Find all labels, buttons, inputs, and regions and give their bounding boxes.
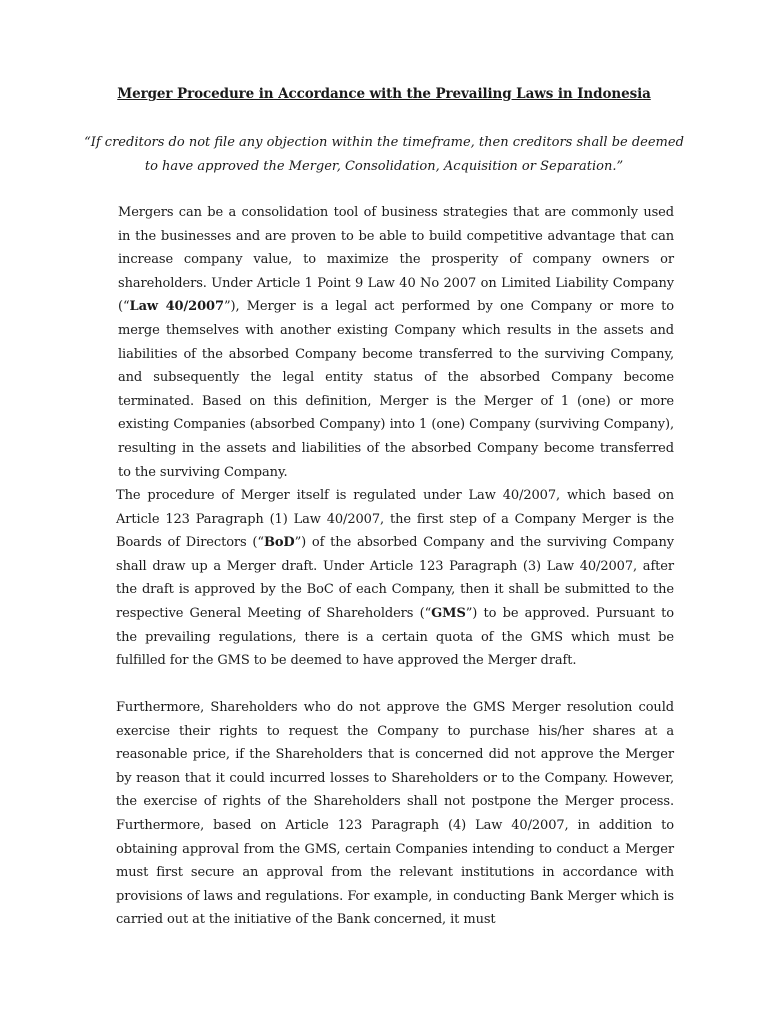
defined-term-gms: GMS — [431, 605, 466, 621]
paragraph-1-text-a: Mergers can be a consolidation tool of business strategies that are commonly used in the businesses and are proven to be able to build competitive advantage that can increase company value, to maximize the prosperity of company owners or shareholders. Under Article 1 Point 9 Law 40 No 2007 on Limited Liability Company (“ — [118, 205, 674, 315]
paragraph-1-text-b: ”), Merger is a legal act performed by one Company or more to merge themselves with another existing Company which results in the assets and liabilities of the absorbed Company become transferred to the surviving Company, and subsequently the legal entity status of the absorbed Company become terminated. Based on this definition, Merger is the Merger of 1 (one) or more existing Companies (absorbed Company) into 1 (one) Company (surviving Company), resulting in the assets and liabilities of the absorbed Company become transferred to the surviving Company. — [118, 299, 675, 480]
paragraph-3: Furthermore, Shareholders who do not approve the GMS Merger resolution could exercise their rights to request the Company to purchase his/her shares at a reasonable price, if the Shareholders that is concerned did not approve the Merger by reason that it could incurred losses to Shareholders or to the Company. However, the exercise of rights of the Shareholders shall not postpone the Merger process. Furthermore, based on Article 123 Paragraph (4) Law 40/2007, in addition to obtaining approval from the GMS, certain Companies intending to conduct a Merger must first secure an approval from the relevant institutions in accordance with provisions of laws and regulations. For example, in conducting Bank Merger which is carried out at the initiative of the Bank concerned, it must — [116, 700, 674, 928]
paragraph-2 — [116, 484, 674, 673]
paragraph-2-text-a: The procedure of Merger itself is regulated under Law 40/2007, which based on Article 123 Paragraph (1) Law 40/2007, the first step of a Company Merger is the Boards of Directors (“ — [116, 488, 674, 551]
paragraph-1 — [118, 201, 674, 484]
document-title: Merger Procedure in Accordance with the Prevailing Laws in Indonesia — [117, 86, 651, 102]
paragraph-2-text-b: ”) of the absorbed Company and the surviving Company shall draw up a Merger draft. Under Article 123 Paragraph (3) Law 40/2007, after the draft is approved by the BoC of each Company, then it shall be submitted to the respective General Meeting of Shareholders (“ — [116, 535, 674, 621]
epigraph-quote: “If creditors do not file any objection within the timeframe, then creditors shall be deemed to have approved the Merger, Consolidation, Acquisition or Separation.” — [84, 135, 684, 174]
paragraph-2-text-c: ”) to be approved. Pursuant to the prevailing regulations, there is a certain quota of the GMS which must be fulfilled for the GMS to be deemed to have approved the Merger draft. — [116, 605, 674, 669]
defined-term-bod: BoD — [263, 535, 295, 551]
defined-term-law: Law 40/2007 — [129, 299, 224, 315]
